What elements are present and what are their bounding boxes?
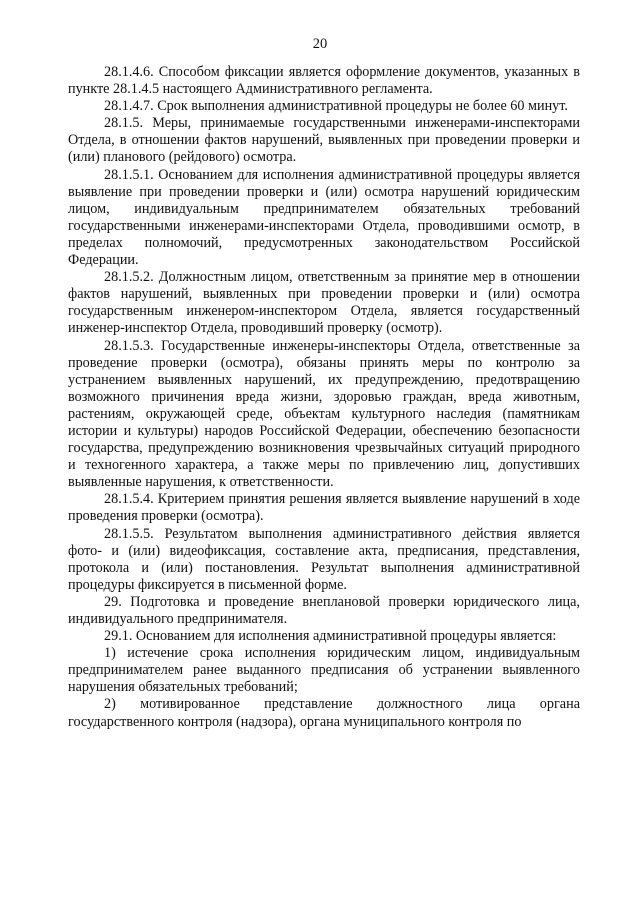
list-item-2: 2) мотивированное представление должностного лица органа государственного контроля (надзора), органа муниципального контроля по — [68, 696, 580, 730]
page-number: 20 — [312, 36, 328, 52]
paragraph-28-1-5-5: 28.1.5.5. Результатом выполнения административного действия является фото- и (или) видеофиксация, составление акта, предписания, представления, протокола и (или) постановления. Результат выполнения административной процедуры фиксируется в письменной форме. — [68, 525, 580, 593]
paragraph-29: 29. Подготовка и проведение внеплановой проверки юридического лица, индивидуального предпринимателя. — [68, 593, 580, 627]
paragraph-29-1: 29.1. Основанием для исполнения административной процедуры является: — [104, 628, 557, 645]
document-body — [68, 64, 580, 731]
paragraph-28-1-5-2: 28.1.5.2. Должностным лицом, ответственным за принятие мер в отношении фактов нарушений, выявленных при проведении проверки и (или) осмотра государственным инженером-инспектором Отдела, является государственный инженер-инспектор Отдела, проводивший проверку (осмотр). — [68, 269, 580, 337]
paragraph-28-1-4-6: 28.1.4.6. Способом фиксации является оформление документов, указанных в пункте 28.1.4.5 настоящего Административного регламента. — [68, 64, 580, 98]
paragraph-28-1-5-3: 28.1.5.3. Государственные инженеры-инспекторы Отдела, ответственные за проведение проверки (осмотра), обязаны принять меры по контролю за устранением выявленных нарушений, их предупреждению, предотвращению возможного причинения вреда жизни, здоровью граждан, вреда животным, растениям, окружающей среде, объектам культурного наследия (памятникам истории и культуры) народов Российской Федерации, обеспечению безопасности государства, предупреждению возникновения чрезвычайных ситуаций природного и техногенного характера, а также меры по привлечению лиц, допустивших выявленные нарушения, к ответственности. — [68, 337, 580, 491]
paragraph-28-1-5-4: 28.1.5.4. Критерием принятия решения является выявление нарушений в ходе проведения проверки (осмотра). — [68, 491, 580, 525]
paragraph-28-1-5: 28.1.5. Меры, принимаемые государственными инженерами-инспекторами Отдела, в отношении фактов нарушений, выявленных при проведении проверки и (или) планового (рейдового) осмотра. — [68, 115, 580, 166]
list-item-1: 1) истечение срока исполнения юридическим лицом, индивидуальным предпринимателем ранее выданного предписания об устранении выявленного нарушения обязательных требований; — [68, 645, 580, 696]
paragraph-28-1-5-1: 28.1.5.1. Основанием для исполнения административной процедуры является выявление при проведении проверки и (или) осмотра нарушений юридическим лицом, индивидуальным предпринимателем обязательных требований государственными инженерами-инспекторами Отдела, проводившими осмотр, в пределах полномочий, предусмотренных законодательством Российской Федерации. — [68, 166, 580, 269]
paragraph-28-1-4-7: 28.1.4.7. Срок выполнения административной процедуры не более 60 минут. — [104, 98, 568, 115]
